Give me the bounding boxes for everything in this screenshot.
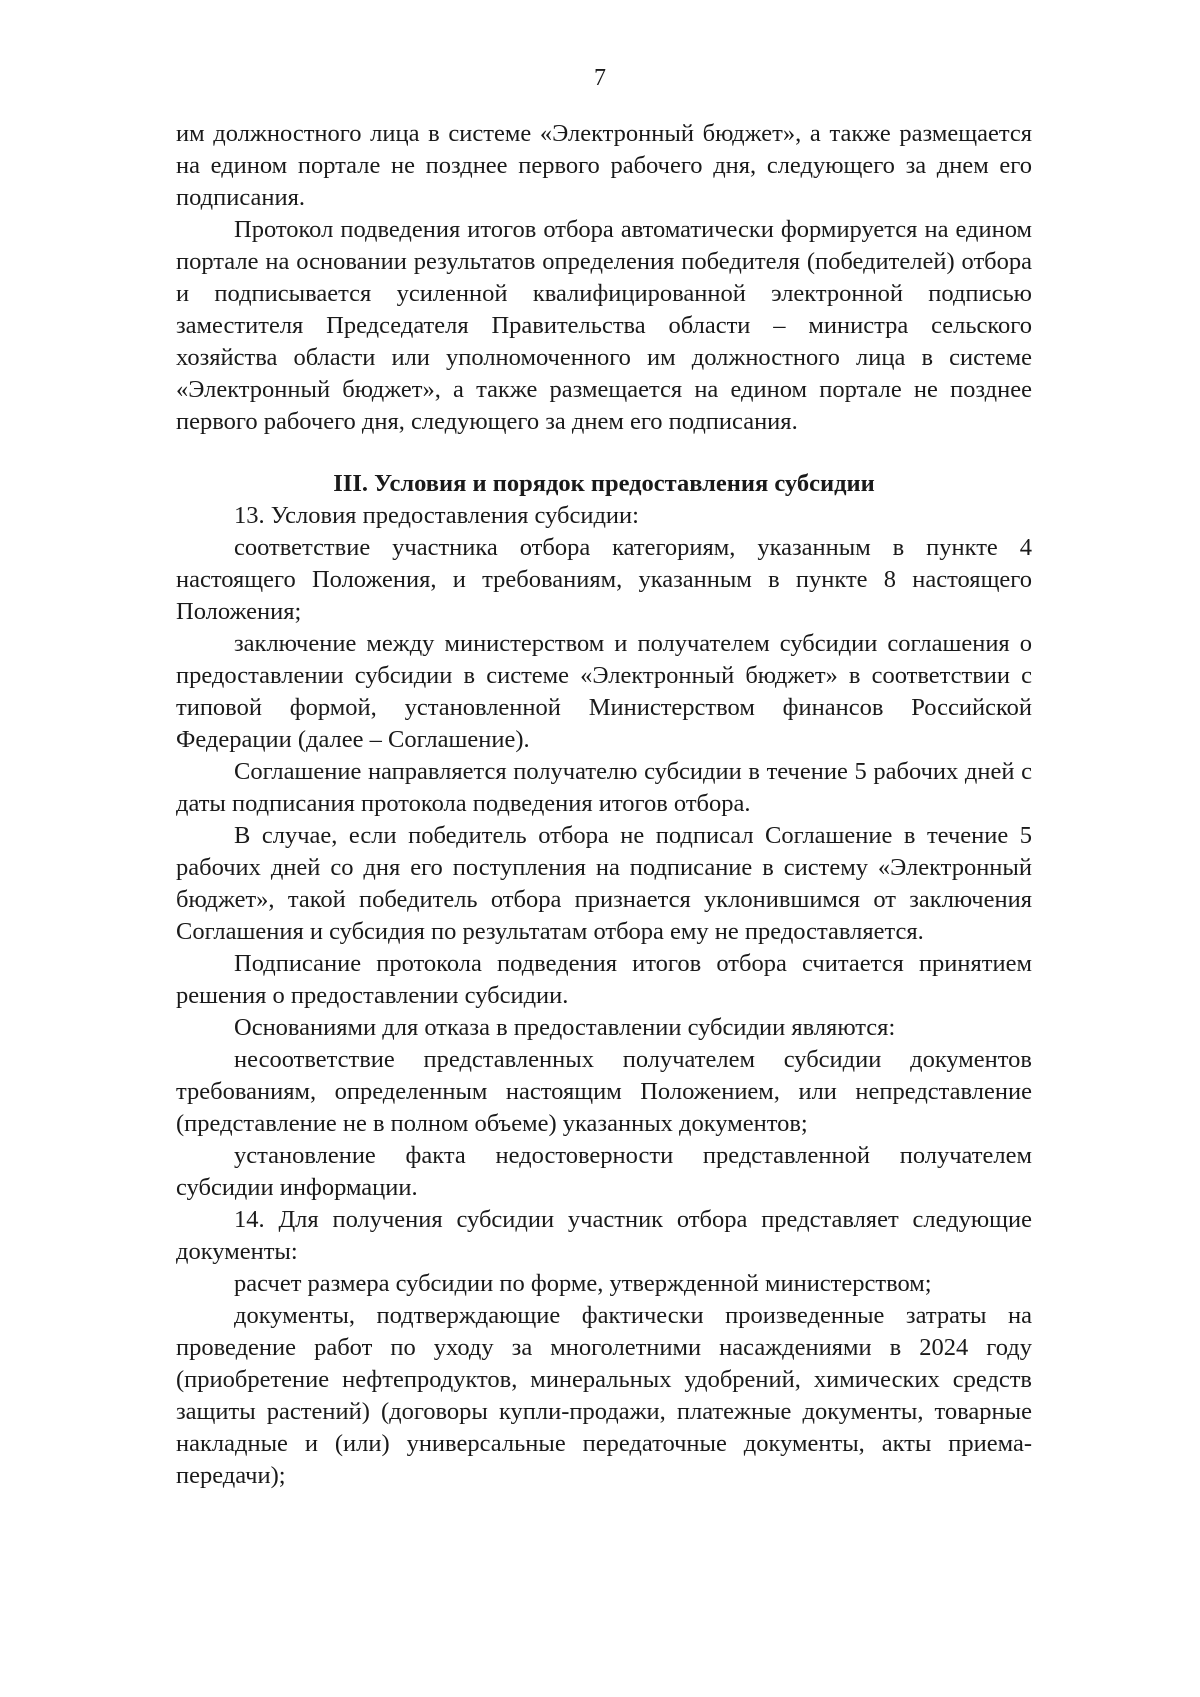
list-item: В случае, если победитель отбора не подписал Соглашение в течение 5 рабочих дней со дня его поступления на подписание в систему «Электронный бюджет», такой победитель отбора признается уклонившимся от заключения Соглашения и субсидия по результатам отбора ему не предоставляется. xyxy=(176,822,1032,945)
list-item: документы, подтверждающие фактически произведенные затраты на проведение работ по уходу за многолетними насаждениями в 2024 году (приобретение нефтепродуктов, минеральных удобрений, химических средств защиты растений) (договоры купли-продажи, платежные документы, товарные накладные и (или) универсальные передаточные документы, акты приема-передачи); xyxy=(176,1302,1032,1489)
list-item: Основаниями для отказа в предоставлении субсидии являются: xyxy=(234,1014,896,1041)
list-item: несоответствие представленных получателем субсидии документов требованиям, определенным настоящим Положением, или непредставление (представление не в полном объеме) указанных документов; xyxy=(176,1046,1032,1137)
list-item: соответствие участника отбора категориям, указанным в пункте 4 настоящего Положения, и требованиям, указанным в пункте 8 настоящего Положения; xyxy=(176,534,1032,625)
list-item: Подписание протокола подведения итогов отбора считается принятием решения о предоставлении субсидии. xyxy=(176,950,1032,1009)
page-number: 7 xyxy=(594,65,606,91)
list-item: Соглашение направляется получателю субсидии в течение 5 рабочих дней с даты подписания протокола подведения итогов отбора. xyxy=(176,758,1032,817)
paragraph-continuation: им должностного лица в системе «Электронный бюджет», а также размещается на едином портале не позднее первого рабочего дня, следующего за днем его подписания. xyxy=(176,120,1032,211)
list-item: установление факта недостоверности представленной получателем субсидии информации. xyxy=(176,1142,1032,1201)
list-item: расчет размера субсидии по форме, утвержденной министерством; xyxy=(234,1270,932,1297)
list-item: заключение между министерством и получателем субсидии соглашения о предоставлении субсидии в системе «Электронный бюджет» в соответствии с типовой формой, установленной Министерством финансов Российской Федерации (далее – Соглашение). xyxy=(176,630,1032,753)
section-heading: III. Условия и порядок предоставления субсидии xyxy=(333,470,875,497)
list-item: 13. Условия предоставления субсидии: xyxy=(234,502,639,529)
document-body xyxy=(176,118,1032,1492)
list-item: 14. Для получения субсидии участник отбора представляет следующие документы: xyxy=(176,1206,1032,1265)
paragraph-protocol: Протокол подведения итогов отбора автоматически формируется на едином портале на основании результатов определения победителя (победителей) отбора и подписывается усиленной квалифицированной электронной подписью заместителя Председателя Правительства области – министра сельского хозяйства области или уполномоченного им должностного лица в системе «Электронный бюджет», а также размещается на едином портале не позднее первого рабочего дня, следующего за днем его подписания. xyxy=(176,216,1032,435)
